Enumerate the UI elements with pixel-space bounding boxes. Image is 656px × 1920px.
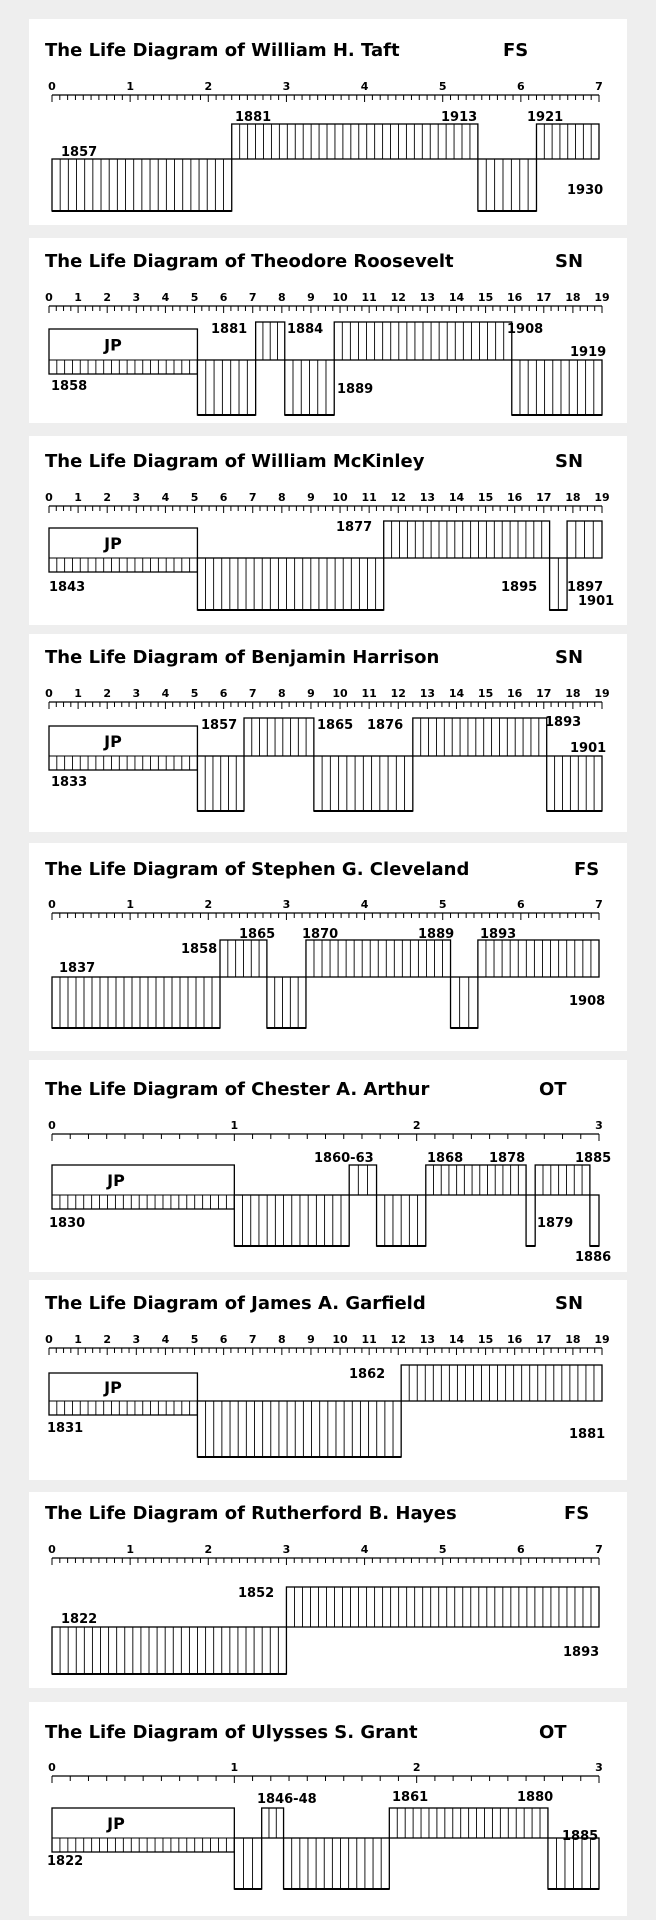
- year-label: 1858: [181, 942, 218, 957]
- year-label: 1868: [427, 1151, 464, 1166]
- scale-tick-label: 14: [448, 687, 465, 700]
- scale-tick-label: 4: [161, 491, 170, 504]
- type-code: FS: [564, 1503, 590, 1524]
- year-label: 1843: [49, 580, 86, 595]
- year-label: 1865: [239, 927, 276, 942]
- scale-tick-label: 9: [307, 491, 315, 504]
- scale-tick-label: 4: [360, 898, 369, 911]
- scale-tick-label: 0: [48, 898, 56, 911]
- scale-tick-label: 2: [103, 1333, 112, 1346]
- scale-tick-label: 17: [536, 1333, 552, 1346]
- scale-tick-label: 5: [438, 80, 447, 93]
- phase-bar-high: [384, 521, 550, 558]
- year-label: 1880: [517, 1790, 554, 1805]
- life-diagram-svg: [29, 634, 627, 832]
- year-label: 1893: [563, 1645, 600, 1660]
- scale-tick-label: 13: [419, 491, 436, 504]
- phase-bar-low: [52, 1627, 286, 1674]
- scale-tick-label: 1: [74, 687, 82, 700]
- phase-bar-mid: [49, 329, 197, 374]
- diagram-title: The Life Diagram of Chester A. Arthur: [45, 1079, 430, 1100]
- diagram-title: The Life Diagram of Benjamin Harrison: [45, 647, 440, 668]
- type-code: SN: [555, 647, 584, 668]
- type-code: SN: [555, 1293, 584, 1314]
- scale-tick-label: 11: [361, 1333, 377, 1346]
- scale-tick-label: 8: [278, 291, 286, 304]
- scale-tick-label: 5: [190, 291, 199, 304]
- scale-tick-label: 15: [477, 687, 494, 700]
- year-label: 1822: [47, 1854, 84, 1869]
- jp-label: JP: [104, 1378, 122, 1397]
- scale-tick-label: 19: [594, 491, 610, 504]
- phase-bar-high: [262, 1808, 284, 1838]
- year-label: 1881: [235, 110, 272, 125]
- scale-tick-label: 3: [282, 898, 291, 911]
- phase-bar-high: [478, 940, 599, 977]
- year-label: 1913: [441, 110, 478, 125]
- scale-tick-label: 4: [360, 1543, 369, 1556]
- scale-tick-label: 2: [204, 80, 213, 93]
- scale-tick-label: 6: [219, 1333, 228, 1346]
- year-label: 1870: [302, 927, 339, 942]
- year-label: 1846-48: [257, 1792, 317, 1807]
- phase-bar-mid: [49, 726, 197, 770]
- phase-bar-low: [197, 558, 383, 610]
- type-code: SN: [555, 251, 584, 272]
- scale-tick-label: 12: [390, 491, 406, 504]
- scale-tick-label: 11: [361, 491, 377, 504]
- scale-tick-label: 10: [332, 491, 348, 504]
- scale-tick-label: 2: [103, 491, 112, 504]
- jp-label: JP: [107, 1171, 125, 1190]
- life-diagram-panel: [29, 19, 627, 225]
- scale-tick-label: 17: [536, 291, 552, 304]
- scale-tick-label: 7: [595, 898, 603, 911]
- scale-tick-label: 14: [448, 291, 465, 304]
- jp-label: JP: [107, 1814, 125, 1833]
- type-code: OT: [539, 1722, 567, 1743]
- scale-tick-label: 6: [517, 1543, 525, 1556]
- scale-tick-label: 1: [74, 1333, 82, 1346]
- scale-tick-label: 0: [48, 1119, 56, 1132]
- scale-tick-label: 16: [507, 291, 523, 304]
- scale-tick-label: 3: [595, 1761, 603, 1774]
- scale-tick-label: 3: [595, 1119, 603, 1132]
- diagram-title: The Life Diagram of Ulysses S. Grant: [45, 1722, 418, 1743]
- scale-tick-label: 19: [594, 1333, 610, 1346]
- year-label: 1858: [51, 379, 88, 394]
- scale-tick-label: 16: [507, 491, 523, 504]
- scale-tick-label: 17: [536, 687, 552, 700]
- year-label: 1884: [287, 322, 324, 337]
- phase-bar-low: [590, 1195, 599, 1246]
- scale-tick-label: 10: [332, 687, 348, 700]
- life-diagram-panel: [29, 843, 627, 1051]
- scale-tick-label: 1: [230, 1761, 239, 1774]
- diagram-title: The Life Diagram of James A. Garfield: [45, 1293, 426, 1314]
- phase-bar-high: [413, 718, 547, 756]
- scale-tick-label: 10: [332, 1333, 348, 1346]
- scale-tick-label: 18: [565, 1333, 581, 1346]
- scale-tick-label: 18: [565, 687, 581, 700]
- scale-tick-label: 5: [438, 1543, 447, 1556]
- life-diagram-panel: [29, 1060, 627, 1272]
- year-label: 1879: [537, 1216, 574, 1231]
- year-label: 1930: [567, 183, 604, 198]
- scale-tick-label: 11: [361, 291, 377, 304]
- scale-tick-label: 6: [517, 80, 525, 93]
- scale-tick-label: 2: [412, 1119, 421, 1132]
- scale-tick-label: 6: [219, 687, 228, 700]
- year-label: 1885: [575, 1151, 612, 1166]
- scale-tick-label: 2: [412, 1761, 421, 1774]
- scale-tick-label: 0: [48, 1761, 56, 1774]
- scale-tick-label: 16: [507, 687, 523, 700]
- life-diagram-svg: [29, 1702, 627, 1916]
- year-label: 1881: [211, 322, 248, 337]
- scale-tick-label: 6: [219, 491, 228, 504]
- scale-tick-label: 1: [74, 291, 82, 304]
- year-label: 1908: [507, 322, 544, 337]
- scale-tick-label: 2: [204, 1543, 213, 1556]
- year-label: 1877: [336, 520, 373, 535]
- phase-bar-mid: [49, 1373, 197, 1415]
- phase-bar-low: [267, 977, 306, 1028]
- scale-tick-label: 8: [278, 1333, 286, 1346]
- phase-bar-low: [234, 1838, 261, 1889]
- scale-tick-label: 9: [307, 1333, 315, 1346]
- scale-tick-label: 1: [126, 1543, 134, 1556]
- phase-bar-high: [244, 718, 314, 756]
- year-label: 1893: [545, 715, 582, 730]
- scale-tick-label: 13: [419, 291, 436, 304]
- jp-label: JP: [104, 534, 122, 553]
- life-diagram-panel: [29, 1280, 627, 1480]
- diagram-title: The Life Diagram of William McKinley: [45, 451, 425, 472]
- scale-tick-label: 7: [248, 1333, 257, 1346]
- life-diagram-panel: [29, 634, 627, 832]
- year-label: 1921: [527, 110, 564, 125]
- diagram-title: The Life Diagram of Stephen G. Cleveland: [45, 859, 470, 880]
- scale-tick-label: 3: [132, 291, 141, 304]
- phase-bar-mid: [52, 1808, 234, 1852]
- scale-tick-label: 4: [161, 687, 170, 700]
- scale-tick-label: 5: [190, 491, 199, 504]
- scale-tick-label: 1: [126, 80, 134, 93]
- phase-bar-high: [401, 1365, 602, 1401]
- scale-tick-label: 7: [595, 1543, 603, 1556]
- phase-bar-low: [512, 360, 602, 415]
- scale-tick-label: 3: [282, 80, 291, 93]
- scale-tick-label: 10: [332, 291, 348, 304]
- life-diagram-svg: [29, 238, 627, 423]
- life-diagram-svg: [29, 19, 627, 225]
- year-label: 1919: [570, 345, 607, 360]
- scale-tick-label: 7: [248, 291, 257, 304]
- year-label: 1876: [367, 718, 404, 733]
- scale-tick-label: 2: [103, 291, 112, 304]
- scale-tick-label: 19: [594, 687, 610, 700]
- scale-tick-label: 3: [132, 687, 141, 700]
- life-diagram-svg: [29, 1280, 627, 1480]
- year-label: 1861: [392, 1790, 429, 1805]
- year-label: 1881: [569, 1427, 606, 1442]
- scale-tick-label: 7: [595, 80, 603, 93]
- phase-bar-mid: [49, 528, 197, 572]
- scale-tick-label: 11: [361, 687, 377, 700]
- year-label: 1901: [570, 741, 607, 756]
- life-diagram-panel: [29, 238, 627, 423]
- phase-bar-high: [232, 124, 478, 159]
- scale-tick-label: 12: [390, 687, 406, 700]
- scale-tick-label: 3: [132, 491, 141, 504]
- year-label: 1852: [238, 1586, 275, 1601]
- jp-label: JP: [104, 335, 122, 355]
- scale-tick-label: 2: [204, 898, 213, 911]
- year-label: 1830: [49, 1216, 86, 1231]
- diagram-title: The Life Diagram of Theodore Roosevelt: [45, 251, 454, 272]
- scale-tick-label: 13: [419, 1333, 436, 1346]
- scale-tick-label: 8: [278, 491, 286, 504]
- type-code: FS: [503, 40, 529, 61]
- scale-tick-label: 0: [48, 80, 56, 93]
- scale-tick-label: 17: [536, 491, 552, 504]
- scale-tick-label: 0: [45, 491, 53, 504]
- year-label: 1862: [349, 1367, 386, 1382]
- scale-tick-label: 18: [565, 291, 581, 304]
- year-label: 1878: [489, 1151, 526, 1166]
- scale-tick-label: 12: [390, 1333, 406, 1346]
- life-diagram-svg: [29, 1492, 627, 1688]
- scale-tick-label: 0: [45, 291, 53, 304]
- scale-tick-label: 4: [161, 291, 170, 304]
- phase-bar-high: [286, 1587, 599, 1627]
- year-label: 1857: [201, 718, 238, 733]
- life-diagram-svg: [29, 436, 627, 625]
- scale-tick-label: 9: [307, 687, 315, 700]
- scale-tick-label: 15: [477, 491, 494, 504]
- scale-tick-label: 1: [230, 1119, 239, 1132]
- type-code: SN: [555, 451, 584, 472]
- scale-tick-label: 5: [438, 898, 447, 911]
- year-label: 1865: [317, 718, 354, 733]
- scale-tick-label: 13: [419, 687, 436, 700]
- type-code: OT: [539, 1079, 567, 1100]
- year-label: 1893: [480, 927, 517, 942]
- scale-tick-label: 7: [248, 687, 257, 700]
- phase-bar-low: [526, 1195, 535, 1246]
- year-label: 1822: [61, 1612, 98, 1627]
- scale-tick-label: 18: [565, 491, 581, 504]
- scale-tick-label: 5: [190, 1333, 199, 1346]
- scale-tick-label: 0: [45, 687, 53, 700]
- scale-tick-label: 6: [517, 898, 525, 911]
- year-label: 1886: [575, 1250, 612, 1265]
- scale-tick-label: 2: [103, 687, 112, 700]
- phase-bar-mid: [52, 1165, 234, 1209]
- scale-tick-label: 3: [282, 1543, 291, 1556]
- year-label: 1831: [47, 1421, 84, 1436]
- year-label: 1833: [51, 775, 88, 790]
- year-label: 1889: [418, 927, 455, 942]
- year-label: 1860-63: [314, 1151, 374, 1166]
- life-diagram-svg: [29, 843, 627, 1051]
- scale-tick-label: 15: [477, 1333, 494, 1346]
- scale-tick-label: 16: [507, 1333, 523, 1346]
- scale-tick-label: 14: [448, 1333, 465, 1346]
- scale-tick-label: 4: [161, 1333, 170, 1346]
- scale-tick-label: 15: [477, 291, 494, 304]
- year-label: 1885: [562, 1829, 599, 1844]
- phase-bar-low: [451, 977, 478, 1028]
- diagram-title: The Life Diagram of Rutherford B. Hayes: [45, 1503, 457, 1524]
- scale-tick-label: 12: [390, 291, 406, 304]
- phase-bar-low: [52, 977, 220, 1028]
- jp-label: JP: [104, 732, 122, 751]
- scale-tick-label: 0: [45, 1333, 53, 1346]
- type-code: FS: [574, 859, 600, 880]
- year-label: 1857: [61, 145, 98, 160]
- phase-bar-high: [349, 1165, 376, 1195]
- scale-tick-label: 8: [278, 687, 286, 700]
- scale-tick-label: 4: [360, 80, 369, 93]
- year-label: 1901: [578, 594, 615, 609]
- life-diagram-panel: [29, 436, 627, 625]
- scale-tick-label: 6: [219, 291, 228, 304]
- life-diagram-panel: [29, 1492, 627, 1688]
- year-label: 1895: [501, 580, 538, 595]
- life-diagram-svg: [29, 1060, 627, 1272]
- scale-tick-label: 0: [48, 1543, 56, 1556]
- scale-tick-label: 9: [307, 291, 315, 304]
- scale-tick-label: 3: [132, 1333, 141, 1346]
- scale-tick-label: 1: [74, 491, 82, 504]
- life-diagram-panel: [29, 1702, 627, 1916]
- scale-tick-label: 7: [248, 491, 257, 504]
- diagram-title: The Life Diagram of William H. Taft: [45, 40, 400, 61]
- phase-bar-low: [197, 1401, 401, 1457]
- year-label: 1837: [59, 961, 96, 976]
- year-label: 1897: [567, 580, 604, 595]
- scale-tick-label: 19: [594, 291, 610, 304]
- scale-tick-label: 14: [448, 491, 465, 504]
- scale-tick-label: 5: [190, 687, 199, 700]
- year-label: 1908: [569, 994, 606, 1009]
- scale-tick-label: 1: [126, 898, 134, 911]
- year-label: 1889: [337, 382, 374, 397]
